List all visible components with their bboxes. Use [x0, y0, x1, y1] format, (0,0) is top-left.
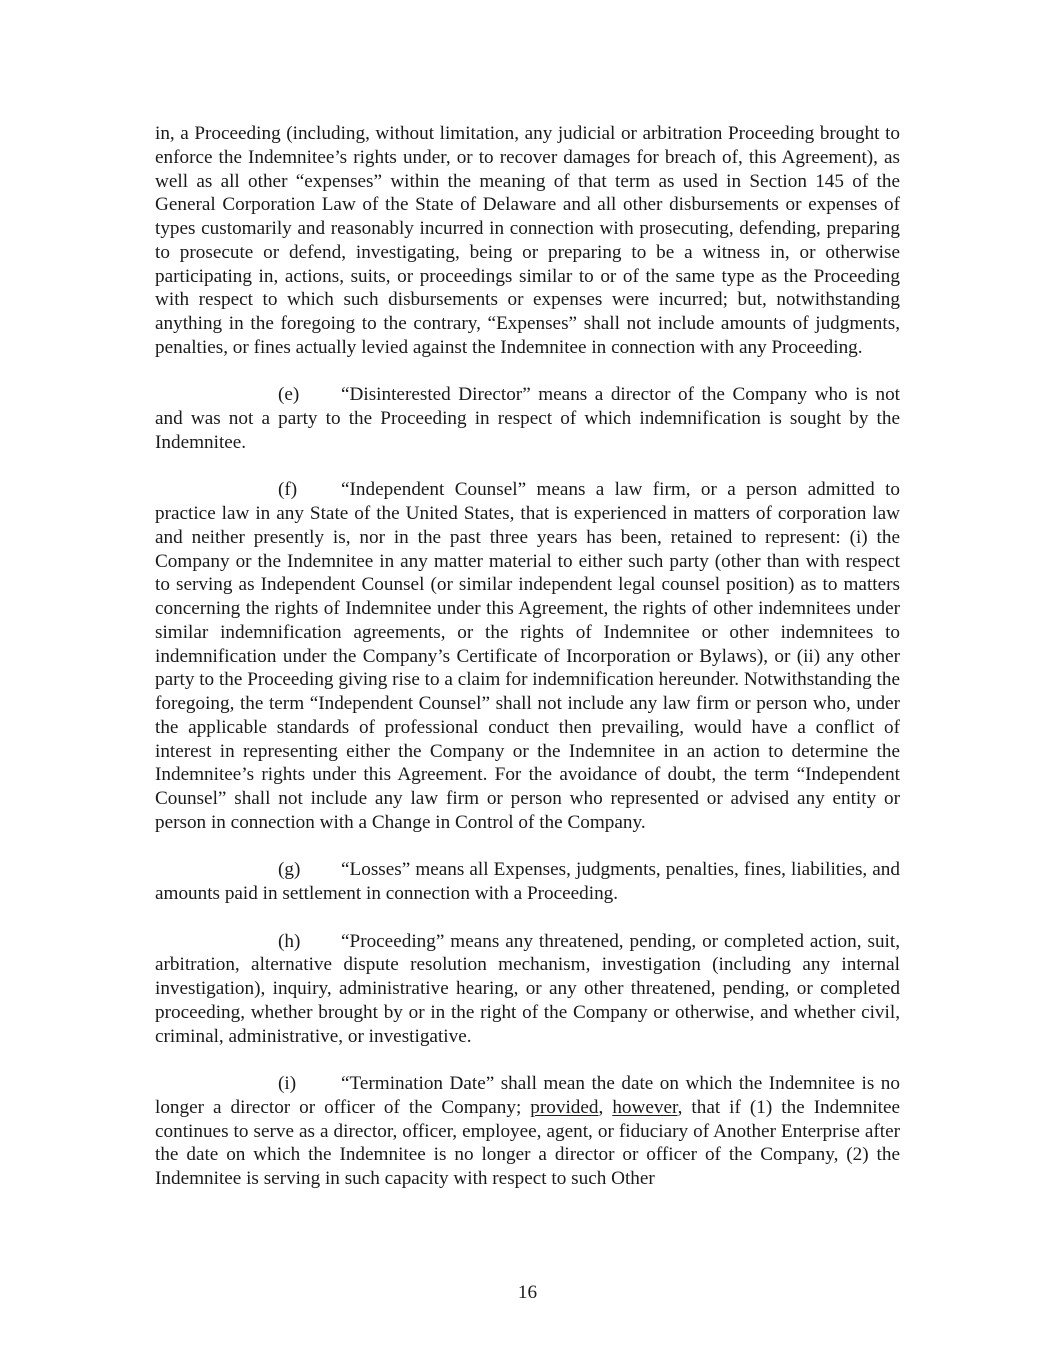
section-label-h: (h) [278, 930, 301, 952]
section-text-i-before: “Termination Date” shall mean the date on which the Indemnitee is no longer a director or officer of the Company; [155, 1073, 900, 1118]
section-label-e: (e) [278, 384, 300, 406]
paragraph-e [155, 383, 900, 454]
underlined-provided: provided [530, 1096, 599, 1118]
section-text-h: “Proceeding” means any threatened, pending, or completed action, suit, arbitration, alternative dispute resolution mechanism, investigation (including any internal investigation), inquiry, administrative hearing, or any other threatened, pending, or completed proceeding, whether brought by or in the right of the Company or otherwise, and whether civil, criminal, administrative, or investigative. [155, 930, 900, 1047]
section-text-g: “Losses” means all Expenses, judgments, penalties, fines, liabilities, and amounts paid in settlement in connection with a Proceeding. [155, 859, 900, 904]
paragraph-f [155, 478, 900, 834]
paragraph-h [155, 930, 900, 1049]
section-text-e: “Disinterested Director” means a director of the Company who is not and was not a party to the Proceeding in respect of which indemnification is sought by the Indemnitee. [155, 384, 900, 453]
document-page [155, 122, 900, 1215]
section-label-g: (g) [278, 859, 301, 881]
page-number: 16 [517, 1282, 538, 1303]
section-label-f: (f) [278, 479, 298, 501]
paragraph-i [155, 1072, 900, 1191]
section-label-i: (i) [278, 1073, 297, 1094]
paragraph-g [155, 858, 900, 906]
underlined-however: however [612, 1096, 678, 1118]
comma: , [598, 1096, 604, 1118]
paragraph-continuation [155, 122, 900, 360]
continuation-text: in, a Proceeding (including, without limitation, any judicial or arbitration Proceeding brought to enforce the Indemnitee’s rights under, or to recover damages for breach of, this Agreement), as well as all other “expenses” within the meaning of that term as used in Section 145 of the General Corporation Law of the State of Delaware and all other disbursements or expenses of types customarily and reasonably incurred in connection with prosecuting, defending, preparing to prosecute or defend, investigating, being or preparing to be a witness in, or otherwise participating in, actions, suits, or proceedings similar to or of the same type as the Proceeding with respect to which such disbursements or expenses were incurred; but, notwithstanding anything in the foregoing to the contrary, “Expenses” shall not include amounts of judgments, penalties, or fines actually levied against the Indemnitee in connection with any Proceeding. [155, 123, 900, 358]
section-text-f: “Independent Counsel” means a law firm, or a person admitted to practice law in any State of the United States, that is experienced in matters of corporation law and neither presently is, nor in the past three years has been, retained to represent: (i) the Company or the Indemnitee in any matter material to either such party (other than with respect to serving as Independent Counsel (or similar independent legal counsel position) as to matters concerning the rights of Indemnitee under this Agreement, the rights of other indemnitees under similar indemnification agreements, or the rights of Indemnitee or other indemnitees to indemnification under the Company’s Certificate of Incorporation or Bylaws), or (ii) any other party to the Proceeding giving rise to a claim for indemnification hereunder. Notwithstanding the foregoing, the term “Independent Counsel” shall not include any law firm or person who, under the applicable standards of professional conduct then prevailing, would have a conflict of interest in representing either the Company or the Indemnitee in an action to determine the Indemnitee’s rights under this Agreement. For the avoidance of doubt, the term “Independent Counsel” shall not include any law firm or person who represented or advised any entity or person in connection with a Change in Control of the Company. [155, 479, 900, 833]
section-text-i-after: , that if (1) the Indemnitee continues to serve as a director, officer, employee, agent, or fiduciary of Another Enterprise after the date on which the Indemnitee is no longer a director or officer of the Company, (2) the Indemnitee is serving in such capacity with respect to such Other [155, 1096, 900, 1189]
